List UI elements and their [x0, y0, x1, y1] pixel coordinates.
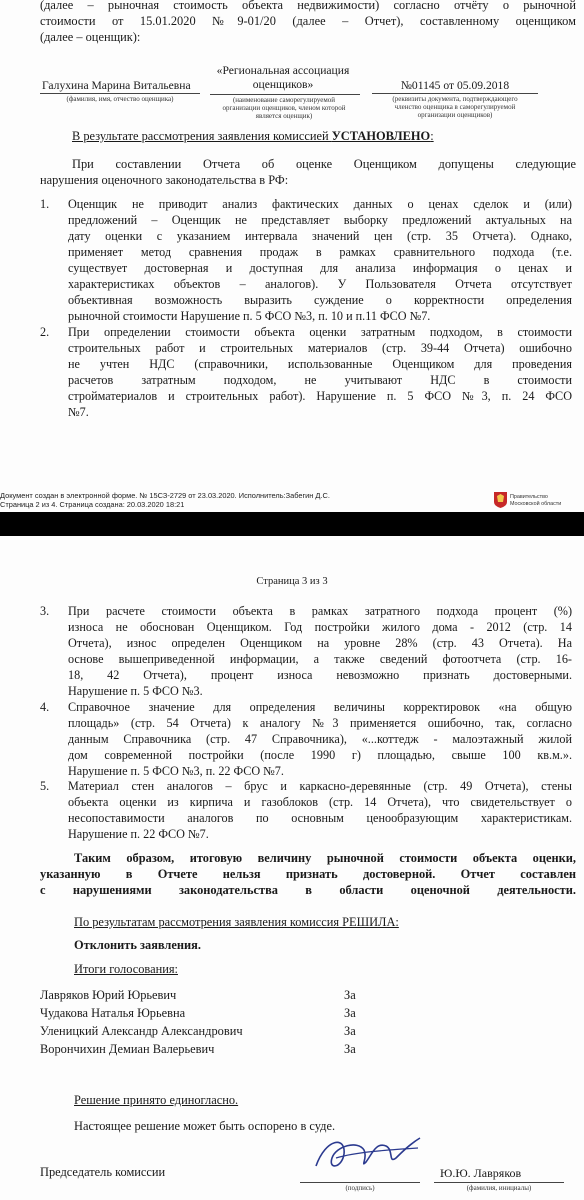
item-line: износа не обоснован Оценщиком. Год постройки жилого дома - 2012 (стр. 14 [68, 620, 572, 634]
intro-line: стоимости от 15.01.2020 №9-01/20 (далее – Отчет), составленному оценщиком [40, 14, 576, 28]
caption-line: является оценщик) [255, 112, 313, 120]
item-text [68, 778, 572, 842]
caption-line: (реквизиты документа, подтверждающего [392, 95, 518, 103]
conclusion-line: Таким образом, итоговую величину рыночной стоимости объекта оценки, [74, 851, 576, 865]
chair-name: Ю.Ю. Лавряков [440, 1166, 522, 1180]
item-line: строительных работ и строительных материалов (стр. 39-44 Отчета) ошибочно [68, 341, 572, 355]
item-line: стройматериалов и строительных работ). Нарушение п. 5 ФСО №3, п. 24 ФСО [68, 389, 572, 403]
handwritten-signature-icon [306, 1128, 426, 1178]
item-line: При определении стоимости объекта оценки затратным подходом, в стоимости [68, 325, 572, 339]
divider [210, 94, 360, 95]
item-text [68, 603, 572, 699]
item-line: основе вышеприведенной информации, а также сведений фотоотчета (стр. 16- [68, 652, 572, 666]
chair-name-caption: (фамилия, инициалы) [466, 1184, 532, 1192]
established-bold: УСТАНОВЛЕНО [331, 129, 431, 143]
vote-value: За [344, 988, 356, 1002]
intro-paragraph [40, 0, 576, 45]
divider [40, 93, 200, 94]
item-line: Справочное значение для определения величины корректировок «на общую [68, 700, 572, 714]
item-line: Нарушение п. 22 ФСО №7. [68, 827, 209, 841]
item-line: применяет метод сравнения продаж в рамках сравнительного подхода (т.е. [68, 245, 572, 259]
item-line: расчетов затратным подходом, не учитывают НДС в стоимости [68, 373, 572, 387]
decided-heading: По результатам рассмотрения заявления комиссия РЕШИЛА: [74, 915, 399, 929]
item-number: 3. [40, 604, 50, 618]
voter-name: Лавряков Юрий Юрьевич [40, 988, 177, 1002]
government-line: Правительство [510, 494, 548, 500]
conclusion-line: с нарушениями законодательства в области оценочной деятельности. [40, 883, 576, 897]
item-line: Нарушение п. 5 ФСО №3. [68, 684, 203, 698]
divider [372, 93, 538, 94]
footer-line: Документ создан в электронной форме. № 15СЗ-2729 от 23.03.2020. Исполнитель:Забегин Д.С. [0, 491, 330, 500]
conclusion-line: указанную в Отчете нельзя признать достоверной. Отчет составлен [40, 867, 576, 881]
item-number: 4. [40, 700, 50, 714]
item-number: 2. [40, 325, 50, 339]
membership-caption [370, 95, 540, 119]
unanimous-note: Решение принято единогласно. [74, 1093, 239, 1107]
intro-line: (далее – оценщик): [40, 30, 141, 44]
voter-name: Уленицкий Александр Александрович [40, 1024, 243, 1038]
item-line: Нарушение п. 5 ФСО №3, п. 22 ФСО №7. [68, 764, 284, 778]
sro-caption [206, 96, 362, 120]
document-page-2 [0, 0, 584, 512]
membership-number: №01145 от 05.09.2018 [400, 79, 510, 92]
vote-value: За [344, 1024, 356, 1038]
established-colon: : [430, 129, 434, 143]
appraiser-name-caption: (фамилия, имя, отчество оценщика) [66, 95, 174, 103]
violations-intro-line: При составлении Отчета об оценке Оценщиком допущены следующие [72, 157, 576, 171]
sro-name [208, 64, 358, 92]
moscow-region-emblem-icon [494, 492, 507, 508]
appraiser-name: Галухина Марина Витальевна [42, 79, 191, 92]
footer-line: Страница 2 из 4. Страница создана: 20.03.2020 18:21 [0, 500, 185, 509]
item-line: 18, 42 Отчета), процент износа невозможно признать достоверными. [68, 668, 572, 682]
voting-heading: Итоги голосования: [74, 962, 178, 976]
government-line: Московской области [510, 500, 562, 507]
page-number-header: Страница 3 из 3 [256, 576, 328, 587]
voter-name: Ворончихин Демиан Валерьевич [40, 1042, 215, 1056]
item-line: рыночной стоимости Нарушение п. 5 ФСО №3, п. 10 и п.11 ФСО №7. [68, 309, 431, 323]
electronic-doc-footer [0, 491, 330, 510]
item-number: 1. [40, 197, 50, 211]
vote-row [40, 988, 540, 1004]
item-text [68, 196, 572, 324]
document-page-3 [0, 536, 584, 1200]
caption-line: организации оценщиков, членом которой [222, 104, 346, 112]
government-label [510, 494, 561, 507]
item-line: Отчета), износ определен Оценщиком на уровне 28% (стр. 43 Отчета). На [68, 636, 572, 650]
caption-line: организации оценщиков) [417, 111, 493, 119]
item-line: дом современной постройки (после 1990 г) площадью, свыше 100 кв.м.». [68, 748, 572, 762]
caption-line: (наименование саморегулируемой [232, 96, 336, 104]
item-line: данным Справочника (стр. 47 Справочника), «...коттедж - малоэтажный жилой [68, 732, 572, 746]
caption-line: членство оценщика в саморегулируемой [394, 103, 516, 111]
sro-name-line: оценщиков» [252, 78, 314, 91]
item-line: объекта оценки из кирпича и газоблоков (стр. 14 Отчета), что свидетельствует о [68, 795, 572, 809]
voter-name: Чудакова Наталья Юрьевна [40, 1006, 186, 1020]
item-line: При расчете стоимости объекта в рамках затратного подхода процент (%) [68, 604, 572, 618]
violations-intro [40, 156, 576, 188]
item-line: дату оценки с указанием интервала значений цен (стр. 35 Отчета). Однако, [68, 229, 572, 243]
vote-value: За [344, 1042, 356, 1056]
decision-text: Отклонить заявления. [74, 938, 201, 952]
established-heading [72, 128, 576, 144]
intro-line: (далее – рыночная стоимость объекта недвижимости) согласно отчёту о рыночной [40, 0, 576, 12]
established-text: В результате рассмотрения заявления комиссией [72, 129, 332, 143]
violations-intro-line: нарушения оценочного законодательства в РФ: [40, 173, 289, 187]
item-line: Оценщик не приводит анализ фактических данных о ценах сделок и (или) [68, 197, 572, 211]
vote-row [40, 1006, 540, 1022]
name-line [434, 1182, 564, 1183]
item-text [68, 324, 572, 420]
item-line: Материал стен аналогов – брус и каркасно-деревянные (стр. 49 Отчета), стены [68, 779, 572, 793]
item-line: не учтен НДС (справочники, использованные Оценщиком для проведения [68, 357, 572, 371]
signature-line [300, 1182, 420, 1183]
item-line: существует достоверная и доступная для анализа информация о ценах и [68, 261, 572, 275]
conclusion-paragraph [40, 850, 576, 898]
item-line: предложений – Оценщик не представляет выборку предложений актуальных на [68, 213, 572, 227]
vote-row [40, 1042, 540, 1058]
item-line: площадь» (стр. 54 Отчета) к аналогу №3 применяется ошибочно, так, согласно [68, 716, 572, 730]
item-line: несопоставимости аналогов по основным ценообразующим характеристикам. [68, 811, 572, 825]
item-line: объективная возможность выразить суждение о корректности определения [68, 293, 572, 307]
item-line: №7. [68, 405, 89, 419]
item-line: характеристиках объектов – аналогов). У Пользователя Отчета отсутствует [68, 277, 572, 291]
vote-value: За [344, 1006, 356, 1020]
sro-name-line: «Региональная ассоциация [216, 64, 350, 77]
item-number: 5. [40, 779, 50, 793]
appeal-note: Настоящее решение может быть оспорено в суде. [74, 1119, 336, 1133]
item-text [68, 699, 572, 779]
vote-row [40, 1024, 540, 1040]
chair-label: Председатель комиссии [40, 1165, 166, 1179]
signature-caption: (подпись) [345, 1184, 375, 1192]
